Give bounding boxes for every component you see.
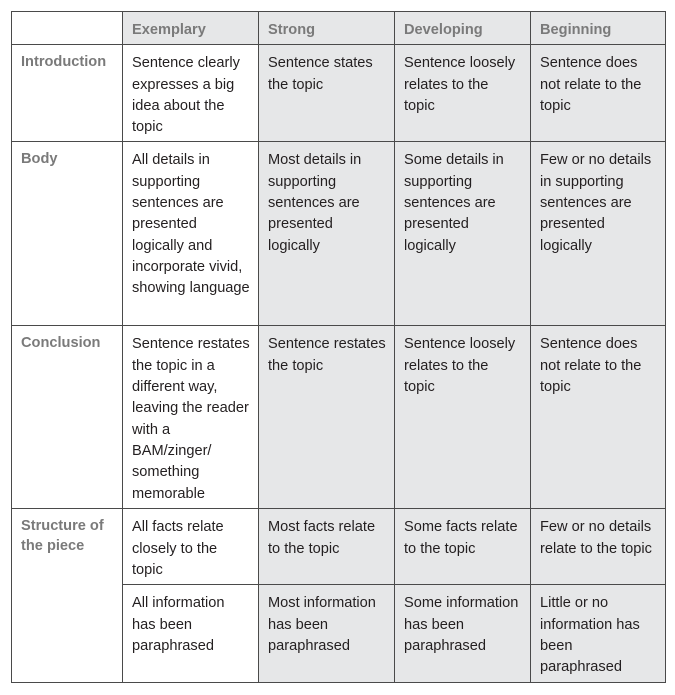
cell-structure-facts-exemplary: All facts relate closely to the topic (123, 509, 259, 585)
rubric-table (11, 11, 666, 683)
cell-introduction-developing: Sentence loosely relates to the topic (395, 45, 531, 142)
row-header-structure: Structure of the piece (12, 509, 123, 682)
cell-conclusion-developing: Sentence loosely relates to the topic (395, 326, 531, 509)
row-header-conclusion: Conclusion (12, 326, 123, 509)
cell-structure-facts-strong: Most facts relate to the topic (259, 509, 395, 585)
cell-structure-paraphrase-developing: Some information has been paraphrased (395, 585, 531, 682)
column-header-developing: Developing (395, 12, 531, 45)
column-header-exemplary: Exemplary (123, 12, 259, 45)
cell-body-beginning: Few or no details in supporting sentences are presented logically (531, 142, 666, 326)
cell-conclusion-strong: Sentence restates the topic (259, 326, 395, 509)
table-row (12, 142, 666, 326)
column-header-strong: Strong (259, 12, 395, 45)
cell-conclusion-exemplary: Sentence restates the topic in a different way, leaving the reader with a BAM/zinger/ something memorable (123, 326, 259, 509)
row-header-introduction: Introduction (12, 45, 123, 142)
cell-body-developing: Some details in supporting sentences are presented logically (395, 142, 531, 326)
cell-structure-paraphrase-exemplary: All information has been paraphrased (123, 585, 259, 682)
table-row (12, 509, 666, 585)
corner-cell (12, 12, 123, 45)
cell-body-exemplary: All details in supporting sentences are presented logically and incorporate vivid, showing language (123, 142, 259, 326)
row-header-body: Body (12, 142, 123, 326)
cell-structure-paraphrase-beginning: Little or no information has been paraphrased (531, 585, 666, 682)
cell-introduction-strong: Sentence states the topic (259, 45, 395, 142)
cell-introduction-exemplary: Sentence clearly expresses a big idea about the topic (123, 45, 259, 142)
cell-structure-facts-developing: Some facts relate to the topic (395, 509, 531, 585)
table-row (12, 45, 666, 142)
cell-structure-paraphrase-strong: Most information has been paraphrased (259, 585, 395, 682)
table-row (12, 326, 666, 509)
cell-structure-facts-beginning: Few or no details relate to the topic (531, 509, 666, 585)
cell-conclusion-beginning: Sentence does not relate to the topic (531, 326, 666, 509)
column-header-beginning: Beginning (531, 12, 666, 45)
header-row (12, 12, 666, 45)
cell-introduction-beginning: Sentence does not relate to the topic (531, 45, 666, 142)
cell-body-strong: Most details in supporting sentences are presented logically (259, 142, 395, 326)
